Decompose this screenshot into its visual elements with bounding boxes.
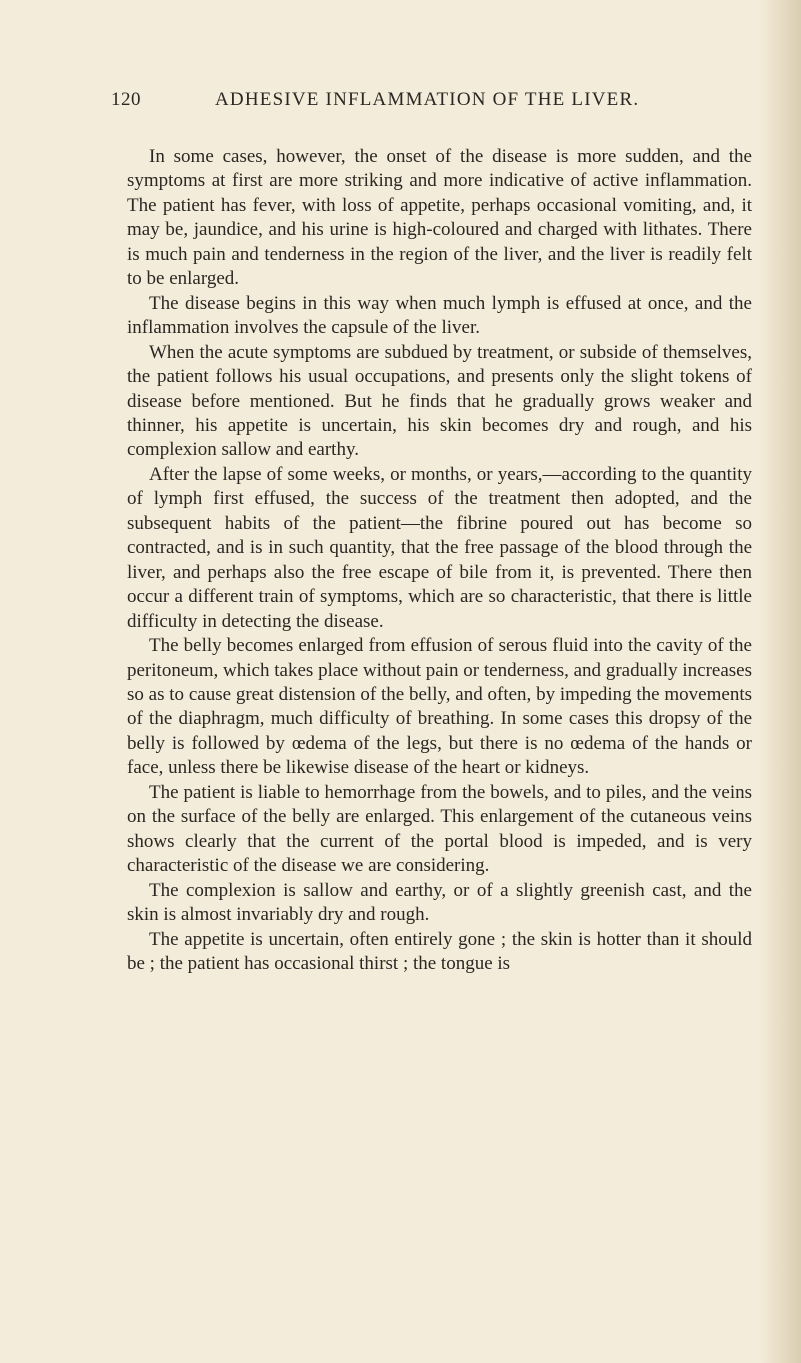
page-edge-shadow — [759, 0, 801, 1363]
paragraph: The disease begins in this way when much lymph is effused at once, and the inflammation involves the capsule of the liver. — [127, 292, 752, 339]
page-header — [111, 89, 751, 119]
page-number: 120 — [111, 89, 141, 110]
running-head: ADHESIVE INFLAMMATION OF THE LIVER. — [215, 89, 640, 110]
paragraph: The appetite is uncertain, often entirely gone ; the skin is hotter than it should be ; the patient has occasional thirst ; the tongue is — [127, 928, 752, 974]
paragraph: When the acute symptoms are subdued by treatment, or subside of themselves, the patient follows his usual occupations, and presents only the slight tokens of disease before mentioned. But he finds that he gradually grows weaker and thinner, his appetite is uncertain, his skin becomes dry and rough, and his complexion sallow and earthy. — [127, 341, 752, 461]
body-text — [127, 145, 752, 976]
paragraph: The belly becomes enlarged from effusion of serous fluid into the cavity of the peritoneum, which takes place without pain or tenderness, and gradually increases so as to cause great distension of the belly, and often, by impeding the movements of the diaphragm, much difficulty of breathing. In some cases this dropsy of the belly is followed by œdema of the legs, but there is no œdema of the hands or face, unless there be likewise disease of the heart or kidneys. — [127, 635, 752, 779]
paragraph: The patient is liable to hemorrhage from the bowels, and to piles, and the veins on the surface of the belly are enlarged. This enlargement of the cutaneous veins shows clearly that the current of the portal blood is impeded, and is very characteristic of the disease we are considering. — [127, 781, 752, 877]
paragraph: The complexion is sallow and earthy, or of a slightly greenish cast, and the skin is almost invariably dry and rough. — [127, 879, 752, 926]
paragraph: In some cases, however, the onset of the disease is more sudden, and the symptoms at first are more striking and more indicative of active inflammation. The patient has fever, with loss of appetite, perhaps occasional vomiting, and, it may be, jaundice, and his urine is high-coloured and charged with lithates. There is much pain and tenderness in the region of the liver, and the liver is readily felt to be enlarged. — [127, 146, 752, 290]
paragraph: After the lapse of some weeks, or months, or years,—according to the quantity of lymph first effused, the success of the treatment then adopted, and the subsequent habits of the patient—the fibrine poured out has become so contracted, and is in such quantity, that the free passage of the blood through the liver, and perhaps also the free escape of bile from it, is prevented. There then occur a different train of symptoms, which are so characteristic, that there is little difficulty in detecting the disease. — [127, 463, 752, 632]
